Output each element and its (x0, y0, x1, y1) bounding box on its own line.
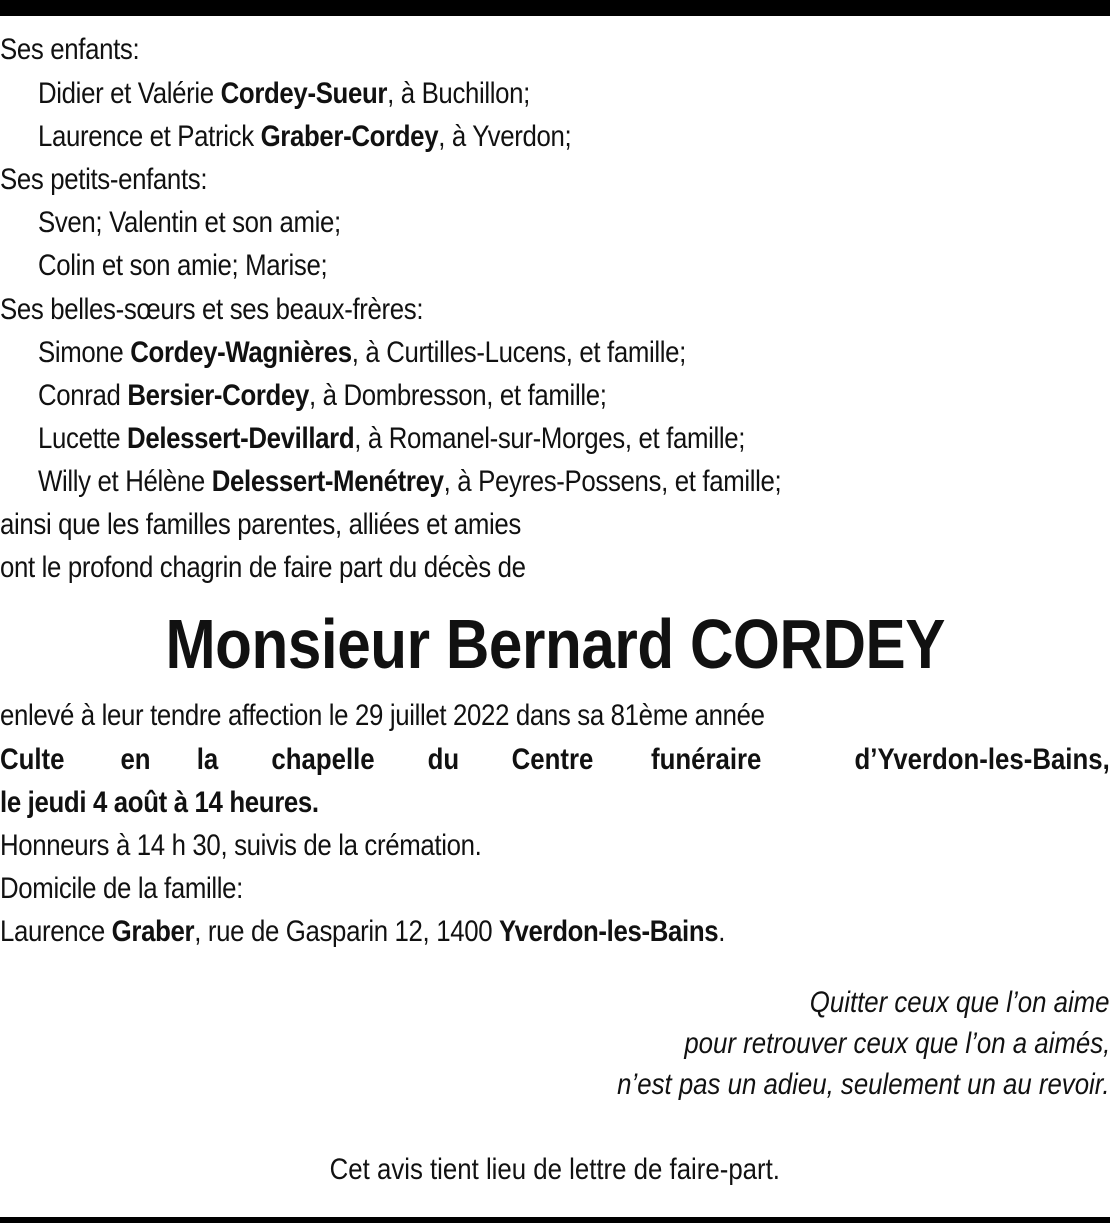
closing-line-text: Cet avis tient lieu de lettre de faire-part. (329, 1153, 781, 1186)
top-border (0, 0, 1110, 16)
child-entry-pre: Laurence et Patrick (38, 120, 261, 153)
service-word: Centre (511, 743, 594, 776)
service-word: en (120, 743, 151, 776)
grandchildren-entry: Colin et son amie; Marise; (38, 249, 328, 282)
inlaw-entry-post: , à Peyres-Possens, et famille; (443, 465, 782, 498)
children-heading: Ses enfants: (0, 33, 140, 66)
inlaw-entry-post: , à Romanel-sur-Morges, et famille; (354, 422, 746, 455)
domicile-post: . (718, 915, 726, 948)
service-word: Culte (0, 743, 65, 776)
inlaw-entry-pre: Simone (38, 336, 131, 369)
inlaw-entry-post: , à Dombresson, et famille; (308, 379, 607, 412)
child-entry-post: , à Buchillon; (387, 77, 531, 110)
child-entry-post: , à Yverdon; (438, 120, 572, 153)
domicile-city: Yverdon-les-Bains (499, 915, 719, 948)
service-time-line: le jeudi 4 août à 14 heures. (0, 786, 319, 819)
inlaw-entry-name: Cordey-Wagnières (130, 336, 352, 369)
grandchildren-heading: Ses petits-enfants: (0, 163, 208, 196)
families-line: ainsi que les familles parentes, alliées et amies (0, 508, 521, 541)
inlaw-entry (38, 462, 781, 502)
child-entry (38, 117, 571, 157)
honours-line: Honneurs à 14 h 30, suivis de la crémation. (0, 829, 482, 862)
inlaw-entry-post: , à Curtilles-Lucens, et famille; (351, 336, 686, 369)
service-word: funéraire (651, 743, 762, 776)
service-word: chapelle (271, 743, 375, 776)
child-entry-name: Graber-Cordey (260, 120, 439, 153)
closing-line (0, 1150, 1110, 1190)
bottom-border (0, 1217, 1110, 1223)
domicile-street: , rue de Gasparin 12, 1400 (194, 915, 500, 948)
inlaw-entry-name: Bersier-Cordey (127, 379, 309, 412)
inlaw-entry-name: Delessert-Menétrey (211, 465, 444, 498)
inlaw-entry-pre: Conrad (38, 379, 128, 412)
domicile-heading: Domicile de la famille: (0, 872, 244, 905)
inlaw-entry (38, 333, 686, 373)
inlaw-entry-pre: Willy et Hélène (38, 465, 212, 498)
inlaw-entry (38, 419, 745, 459)
inlaw-entry-pre: Lucette (38, 422, 128, 455)
grandchildren-entry: Sven; Valentin et son amie; (38, 206, 341, 239)
domicile-name: Graber (111, 915, 195, 948)
deceased-name-text: Monsieur Bernard CORDEY (165, 605, 945, 683)
child-entry-name: Cordey-Sueur (220, 77, 388, 110)
inlaws-heading: Ses belles-sœurs et ses beaux-frères: (0, 293, 424, 326)
domicile-address (0, 912, 725, 952)
passing-line: enlevé à leur tendre affection le 29 juillet 2022 dans sa 81ème année (0, 699, 765, 732)
service-word: du (427, 743, 460, 776)
quote-line: Quitter ceux que l’on aime (810, 986, 1110, 1019)
announcement-line: ont le profond chagrin de faire part du décès de (0, 551, 526, 584)
child-entry-pre: Didier et Valérie (38, 77, 221, 110)
child-entry (38, 74, 530, 114)
inlaw-entry-name: Delessert-Devillard (127, 422, 355, 455)
quote-line: pour retrouver ceux que l’on a aimés, (684, 1027, 1110, 1060)
service-word: d’Yverdon-les-Bains, (854, 743, 1110, 776)
domicile-pre: Laurence (0, 915, 112, 948)
inlaw-entry (38, 376, 607, 416)
service-line (0, 740, 1110, 780)
deceased-name (0, 604, 1110, 684)
quote-line: n’est pas un adieu, seulement un au revoir. (617, 1068, 1110, 1101)
service-word: la (196, 743, 219, 776)
